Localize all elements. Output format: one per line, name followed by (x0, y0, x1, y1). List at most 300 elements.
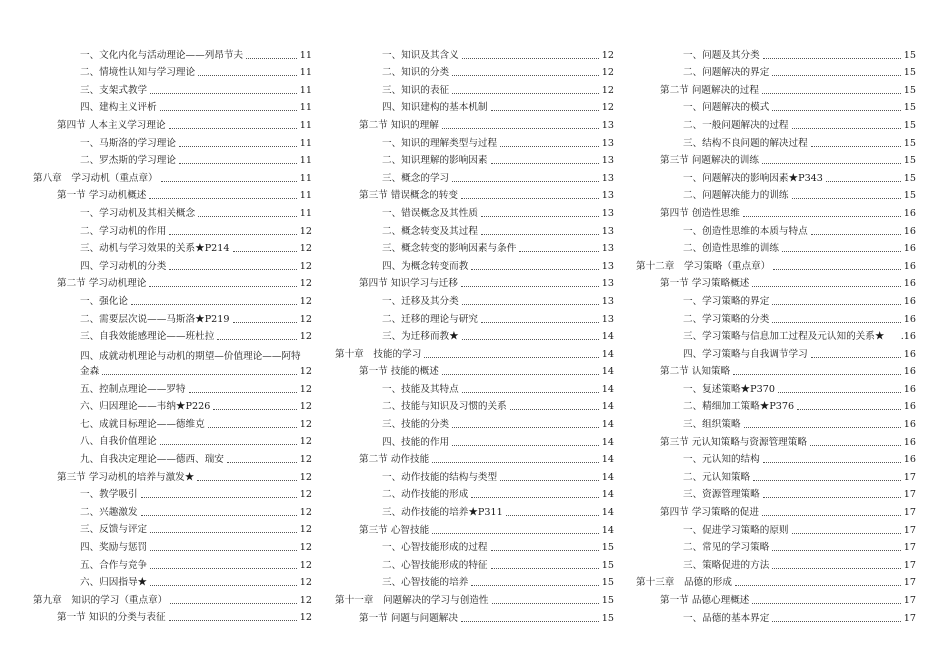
toc-dot-leader (462, 304, 599, 305)
toc-section-entry[interactable] (33, 607, 312, 625)
toc-page-number: 14 (601, 401, 614, 413)
toc-item-entry[interactable] (636, 607, 916, 625)
toc-item-entry[interactable] (636, 290, 916, 308)
toc-entry-title: 八、自我价值理论 (80, 436, 157, 448)
toc-entry-title: 第九章 知识的学习（重点章） (33, 594, 168, 606)
toc-section-entry[interactable] (636, 361, 916, 379)
toc-page-number: 12 (299, 577, 312, 589)
toc-entry-title: 第一节 学习动机概述 (57, 190, 147, 202)
toc-page-number: 11 (299, 102, 312, 114)
toc-page-number: 12 (299, 612, 312, 624)
toc-section-entry[interactable] (33, 114, 312, 132)
toc-entry-title: 七、成就目标理论——德维克 (80, 418, 205, 430)
toc-item-entry[interactable] (636, 396, 916, 414)
toc-entry-title: 一、问题解决的影响因素★P343 (683, 172, 823, 184)
toc-page-number: 17 (903, 489, 916, 501)
toc-entry-title: 六、归因指导★ (80, 577, 148, 589)
toc-dot-leader (492, 603, 599, 604)
toc-entry-title: 一、技能及其特点 (382, 383, 459, 395)
toc-dot-leader (102, 374, 297, 375)
toc-dot-leader (461, 286, 599, 287)
toc-item-entry[interactable] (33, 343, 312, 363)
toc-page-number: 12 (299, 225, 312, 237)
toc-item-entry[interactable] (636, 114, 916, 132)
toc-page-number: 13 (601, 225, 614, 237)
toc-item-entry[interactable] (33, 79, 312, 97)
toc-page-number: 12 (299, 313, 312, 325)
toc-dot-leader (826, 181, 901, 182)
toc-item-entry[interactable] (335, 326, 614, 344)
toc-dot-leader (233, 322, 297, 323)
toc-dot-leader (462, 58, 599, 59)
toc-dot-leader (762, 515, 901, 516)
toc-column-1 (33, 44, 312, 624)
toc-page-number: 13 (601, 207, 614, 219)
toc-entry-title: 一、品德的基本界定 (683, 612, 770, 624)
toc-item-entry[interactable] (335, 396, 614, 414)
toc-item-entry[interactable] (33, 431, 312, 449)
toc-dot-leader (778, 392, 901, 393)
toc-dot-leader (500, 146, 599, 147)
toc-section-entry[interactable] (335, 361, 614, 379)
toc-page-number: 12 (299, 471, 312, 483)
toc-page-number: 16 (903, 401, 916, 413)
toc-section-entry[interactable] (335, 114, 614, 132)
toc-dot-leader (519, 251, 598, 252)
toc-item-entry[interactable] (335, 97, 614, 115)
toc-entry-title: 二、创造性思维的训练 (683, 243, 779, 255)
toc-page-number: 13 (601, 260, 614, 272)
toc-item-entry[interactable] (335, 132, 614, 150)
toc-dot-leader (762, 163, 901, 164)
toc-dot-leader (198, 216, 297, 217)
toc-entry-title: 六、归因理论——韦纳★P226 (80, 401, 211, 413)
toc-item-entry[interactable] (33, 554, 312, 572)
toc-item-entry[interactable] (335, 466, 614, 484)
toc-entry-title: 三、反馈与评定 (80, 524, 148, 536)
toc-page-number: 15 (903, 119, 916, 131)
toc-item-entry[interactable] (335, 167, 614, 185)
toc-section-entry[interactable] (33, 185, 312, 203)
toc-item-entry[interactable] (33, 62, 312, 80)
toc-dot-leader (442, 374, 599, 375)
toc-dot-leader (491, 163, 599, 164)
toc-page-number: 16 (903, 313, 916, 325)
toc-dot-leader (763, 497, 901, 498)
toc-dot-leader (197, 480, 296, 481)
toc-page-number: 11 (299, 207, 312, 219)
toc-page-number: 16 (903, 366, 916, 378)
toc-dot-leader (233, 251, 297, 252)
toc-dot-leader (797, 409, 901, 410)
toc-item-entry[interactable] (636, 62, 916, 80)
toc-item-entry[interactable] (335, 238, 614, 256)
toc-page-number: 12 (299, 243, 312, 255)
toc-entry-title: 三、为迁移而教★ (382, 331, 459, 343)
toc-page-number: 16 (903, 260, 916, 272)
toc-page-number: 14 (601, 489, 614, 501)
toc-dot-leader (481, 322, 599, 323)
toc-page-number: 12 (299, 383, 312, 395)
toc-item-entry[interactable] (636, 449, 916, 467)
toc-entry-title: 二、概念转变及其过程 (382, 225, 478, 237)
toc-page-number: 14 (601, 524, 614, 536)
toc-page-number: 17 (903, 507, 916, 519)
toc-entry-title: 第四节 创造性思维 (660, 207, 740, 219)
toc-entry-title: 第二节 动作技能 (359, 454, 430, 466)
toc-item-entry[interactable] (335, 413, 614, 431)
toc-dot-leader (735, 585, 901, 586)
toc-item-entry[interactable] (335, 290, 614, 308)
toc-entry-title: 三、结构不良问题的解决过程 (683, 137, 808, 149)
toc-page-number: 12 (299, 559, 312, 571)
toc-page-number: 16 (903, 454, 916, 466)
toc-dot-leader (169, 269, 296, 270)
toc-page-number: 16 (903, 419, 916, 431)
toc-item-entry[interactable] (33, 238, 312, 256)
toc-entry-title: 三、策略促进的方法 (683, 559, 770, 571)
toc-column-3 (636, 44, 916, 625)
toc-item-entry[interactable] (636, 238, 916, 256)
toc-item-entry[interactable] (33, 290, 312, 308)
toc-page-number: 14 (601, 436, 614, 448)
toc-entry-title: 二、动作技能的形成 (382, 489, 469, 501)
toc-entry-title: 一、知识的理解类型与过程 (382, 137, 498, 149)
toc-dot-leader (150, 532, 297, 533)
toc-item-entry[interactable] (33, 484, 312, 502)
toc-section-entry[interactable] (335, 449, 614, 467)
toc-dot-leader (217, 339, 296, 340)
toc-page-number: 11 (299, 172, 312, 184)
toc-item-entry[interactable] (33, 44, 312, 62)
toc-page-number: 12 (299, 366, 312, 378)
toc-entry-title: 二、元认知策略 (683, 471, 751, 483)
toc-entry-title: 二、技能与知识及习惯的关系 (382, 401, 507, 413)
toc-dot-leader (462, 339, 599, 340)
toc-item-entry[interactable] (33, 308, 312, 326)
toc-page-number: 12 (601, 67, 614, 79)
toc-dot-leader (141, 497, 297, 498)
toc-dot-leader (772, 322, 900, 323)
toc-entry-title: 一、马斯洛的学习理论 (80, 137, 176, 149)
toc-entry-title: 二、常见的学习策略 (683, 542, 770, 554)
toc-page-number: 12 (299, 436, 312, 448)
toc-item-entry[interactable] (636, 132, 916, 150)
toc-page-number: 13 (601, 155, 614, 167)
toc-page-number: 12 (601, 84, 614, 96)
toc-entry-title: 一、问题解决的模式 (683, 102, 770, 114)
toc-item-entry[interactable] (636, 519, 916, 537)
toc-dot-leader (149, 198, 296, 199)
toc-item-entry[interactable] (335, 537, 614, 555)
toc-page-number: 17 (903, 524, 916, 536)
toc-page-number: 16 (903, 207, 916, 219)
toc-dot-leader (169, 620, 297, 621)
toc-section-entry[interactable] (335, 185, 614, 203)
toc-page-number: 12 (299, 418, 312, 430)
toc-section-entry[interactable] (335, 273, 614, 291)
toc-entry-title: 二、问题解决能力的训练 (683, 190, 789, 202)
toc-entry-title: 四、为概念转变而教 (382, 260, 469, 272)
toc-dot-leader (491, 110, 599, 111)
toc-entry-title: 第四节 知识学习与迁移 (359, 278, 458, 290)
toc-dot-leader (792, 533, 901, 534)
toc-dot-leader (763, 58, 901, 59)
toc-entry-title: 第一节 问题与问题解决 (359, 612, 458, 624)
toc-dot-leader (442, 128, 599, 129)
toc-page-number: 13 (601, 190, 614, 202)
toc-entry-title: 二、兴趣激发 (80, 506, 138, 518)
toc-item-entry[interactable] (335, 572, 614, 590)
toc-item-entry[interactable] (636, 185, 916, 203)
toc-entry-title: 第十二章 学习策略（重点章） (636, 260, 771, 272)
toc-page-number: 17 (903, 577, 916, 589)
toc-page-number: 11 (299, 155, 312, 167)
toc-entry-title: 第十章 技能的学习 (335, 348, 422, 360)
toc-item-entry[interactable] (335, 308, 614, 326)
toc-page-number: 12 (299, 278, 312, 290)
toc-page-number: 17 (903, 559, 916, 571)
toc-item-entry[interactable] (33, 220, 312, 238)
toc-item-entry[interactable] (33, 132, 312, 150)
toc-page-number: 13 (601, 313, 614, 325)
toc-item-entry[interactable] (636, 220, 916, 238)
toc-item-entry[interactable] (636, 343, 916, 361)
toc-item-entry[interactable] (335, 255, 614, 273)
toc-page-number: 15 (903, 172, 916, 184)
toc-item-entry[interactable] (335, 484, 614, 502)
toc-entry-title: 三、动作技能的培养★P311 (382, 507, 503, 519)
toc-page-number: 12 (299, 454, 312, 466)
toc-page-number: 12 (299, 489, 312, 501)
toc-item-entry[interactable] (636, 413, 916, 431)
toc-page-number: 14 (601, 507, 614, 519)
toc-entry-title: 一、迁移及其分类 (382, 295, 459, 307)
toc-section-entry[interactable] (636, 150, 916, 168)
toc-dot-leader (141, 515, 297, 516)
toc-item-entry[interactable] (636, 466, 916, 484)
toc-page-number: 15 (601, 612, 614, 624)
toc-entry-title: 一、元认知的结构 (683, 454, 760, 466)
toc-page-number: 11 (299, 49, 312, 61)
toc-page-number: 15 (903, 137, 916, 149)
toc-page-number: 12 (299, 594, 312, 606)
toc-entry-title: 金森 (80, 366, 100, 378)
toc-entry-title: 第三节 错误概念的转变 (359, 190, 458, 202)
toc-entry-title: 二、情境性认知与学习理论 (80, 67, 196, 79)
toc-section-entry[interactable] (335, 607, 614, 625)
toc-item-entry[interactable] (33, 326, 312, 344)
toc-entry-title: 一、问题及其分类 (683, 49, 760, 61)
toc-item-entry[interactable] (335, 79, 614, 97)
toc-item-entry[interactable] (335, 220, 614, 238)
toc-chapter-entry[interactable] (33, 167, 312, 185)
toc-section-entry[interactable] (636, 431, 916, 449)
toc-entry-title: 九、自我决定理论——德西、瑞安 (80, 454, 224, 466)
toc-page-number: 14 (601, 419, 614, 431)
toc-dot-leader (452, 93, 599, 94)
toc-entry-title: 五、控制点理论——罗特 (80, 383, 186, 395)
toc-entry-title: 第十一章 问题解决的学习与创造性 (335, 595, 489, 606)
toc-item-entry[interactable] (335, 431, 614, 449)
toc-item-entry[interactable] (335, 44, 614, 62)
toc-dot-leader (471, 269, 598, 270)
toc-dot-leader (763, 462, 901, 463)
toc-dot-leader (500, 480, 599, 481)
toc-column-2 (335, 44, 614, 625)
toc-page-number: 11 (299, 190, 312, 202)
toc-chapter-entry[interactable] (335, 589, 614, 607)
toc-entry-title: 三、概念转变的影响因素与条件 (382, 243, 517, 255)
toc-page-number: 13 (601, 119, 614, 131)
toc-page-number: 14 (601, 471, 614, 483)
toc-chapter-entry[interactable] (636, 255, 916, 273)
toc-page-number: 11 (299, 119, 312, 131)
toc-section-entry[interactable] (33, 466, 312, 484)
toc-item-entry[interactable] (636, 167, 916, 185)
toc-page-number: 15 (903, 49, 916, 61)
toc-entry-title: 四、成就动机理论与动机的期望—价值理论——阿特 (80, 351, 301, 363)
toc-entry-title: 三、资源管理策略 (683, 489, 760, 501)
toc-page-number: .16 (900, 331, 916, 343)
toc-item-entry[interactable] (335, 554, 614, 572)
toc-dot-leader (179, 146, 297, 147)
toc-dot-leader (461, 198, 599, 199)
toc-page-number: 17 (903, 595, 916, 606)
toc-entry-title: 三、知识的表征 (382, 84, 450, 96)
toc-item-entry[interactable] (335, 501, 614, 519)
toc-entry-title: 二、学习策略的分类 (683, 313, 770, 325)
toc-entry-title: 三、动机与学习效果的关系★P214 (80, 243, 230, 255)
toc-page-number: 13 (601, 137, 614, 149)
toc-dot-leader (506, 515, 599, 516)
toc-dot-leader (198, 75, 297, 76)
toc-entry-title: 一、文化内化与活动理论——列昂节夫 (80, 49, 244, 61)
toc-chapter-entry[interactable] (335, 343, 614, 361)
toc-item-entry[interactable] (33, 501, 312, 519)
toc-dot-leader (452, 427, 599, 428)
toc-item-entry[interactable] (33, 396, 312, 414)
toc-dot-leader (161, 181, 297, 182)
toc-entry-title: 第八章 学习动机（重点章） (33, 172, 158, 184)
toc-dot-leader (170, 603, 296, 604)
toc-dot-leader (491, 550, 599, 551)
toc-dot-leader (169, 234, 296, 235)
toc-entry-title: 一、促进学习策略的原则 (683, 524, 789, 536)
toc-dot-leader (452, 445, 599, 446)
toc-entry-title: 第二节 认知策略 (660, 366, 731, 378)
toc-section-entry[interactable] (636, 273, 916, 291)
toc-entry-title: 四、学习策略与自我调节学习 (683, 348, 808, 360)
toc-page-number: 14 (601, 348, 614, 360)
toc-page-number: 13 (601, 172, 614, 184)
toc-entry-title: 二、心智技能形成的特征 (382, 559, 488, 571)
toc-item-entry[interactable] (335, 62, 614, 80)
toc-item-entry[interactable] (33, 378, 312, 396)
toc-item-entry[interactable] (335, 150, 614, 168)
toc-item-entry[interactable] (33, 150, 312, 168)
toc-section-entry[interactable] (636, 501, 916, 519)
toc-dot-leader (743, 216, 901, 217)
toc-page-number: 15 (601, 577, 614, 589)
toc-page-number: 12 (601, 102, 614, 114)
toc-item-entry[interactable] (33, 363, 312, 378)
toc-dot-leader (792, 128, 901, 129)
toc-item-entry[interactable] (636, 554, 916, 572)
toc-item-entry[interactable] (636, 378, 916, 396)
toc-page-number: 15 (903, 84, 916, 96)
toc-item-entry[interactable] (636, 308, 916, 326)
toc-entry-title: 一、知识及其含义 (382, 49, 459, 61)
toc-section-entry[interactable] (636, 589, 916, 607)
toc-page-number: 17 (903, 471, 916, 483)
toc-item-entry[interactable] (33, 202, 312, 220)
toc-dot-leader (772, 304, 900, 305)
toc-entry-title: 一、学习动机及其相关概念 (80, 207, 196, 219)
toc-entry-title: 三、概念的学习 (382, 172, 450, 184)
toc-entry-title: 第三节 心智技能 (359, 524, 430, 536)
toc-section-entry[interactable] (335, 519, 614, 537)
toc-dot-leader (762, 93, 901, 94)
toc-item-entry[interactable] (636, 326, 916, 344)
toc-item-entry[interactable] (335, 378, 614, 396)
toc-section-entry[interactable] (636, 79, 916, 97)
toc-entry-title: 四、知识建构的基本机制 (382, 102, 488, 114)
toc-page-number: 11 (299, 137, 312, 149)
toc-section-entry[interactable] (636, 202, 916, 220)
toc-page-number: 16 (903, 278, 916, 290)
toc-entry-title: 三、学习策略与信息加工过程及元认知的关系★ (683, 331, 885, 343)
toc-entry-title: 二、学习动机的作用 (80, 225, 167, 237)
toc-page-number: 16 (903, 436, 916, 448)
toc-page-number: 14 (601, 383, 614, 395)
toc-item-entry[interactable] (33, 448, 312, 466)
toc-dot-leader (510, 409, 599, 410)
toc-dot-leader (227, 462, 297, 463)
toc-section-entry[interactable] (33, 273, 312, 291)
toc-entry-title: 二、罗杰斯的学习理论 (80, 155, 176, 167)
toc-item-entry[interactable] (33, 255, 312, 273)
toc-item-entry[interactable] (335, 202, 614, 220)
toc-entry-title: 第二节 学习动机理论 (57, 278, 147, 290)
toc-dot-leader (772, 75, 900, 76)
toc-page-number: 13 (601, 278, 614, 290)
toc-dot-leader (432, 533, 599, 534)
toc-item-entry[interactable] (33, 536, 312, 554)
toc-item-entry[interactable] (636, 537, 916, 555)
toc-item-entry[interactable] (33, 413, 312, 431)
toc-page-number: 12 (299, 524, 312, 536)
toc-item-entry[interactable] (636, 97, 916, 115)
toc-item-entry[interactable] (33, 519, 312, 537)
toc-entry-title: 二、需要层次说——马斯洛★P219 (80, 313, 230, 325)
toc-entry-title: 第一节 知识的分类与表征 (57, 612, 166, 624)
toc-item-entry[interactable] (33, 572, 312, 590)
toc-page-number: 17 (903, 542, 916, 554)
toc-page-number: 17 (903, 612, 916, 624)
toc-entry-title: 三、心智技能的培养 (382, 577, 469, 589)
toc-entry-title: 三、支架式教学 (80, 84, 148, 96)
toc-item-entry[interactable] (33, 97, 312, 115)
toc-item-entry[interactable] (636, 484, 916, 502)
toc-item-entry[interactable] (636, 44, 916, 62)
toc-chapter-entry[interactable] (636, 572, 916, 590)
toc-chapter-entry[interactable] (33, 589, 312, 607)
toc-page-number: 14 (601, 454, 614, 466)
toc-page-number: 16 (903, 225, 916, 237)
toc-page-number: 11 (299, 67, 312, 79)
toc-dot-leader (150, 568, 297, 569)
